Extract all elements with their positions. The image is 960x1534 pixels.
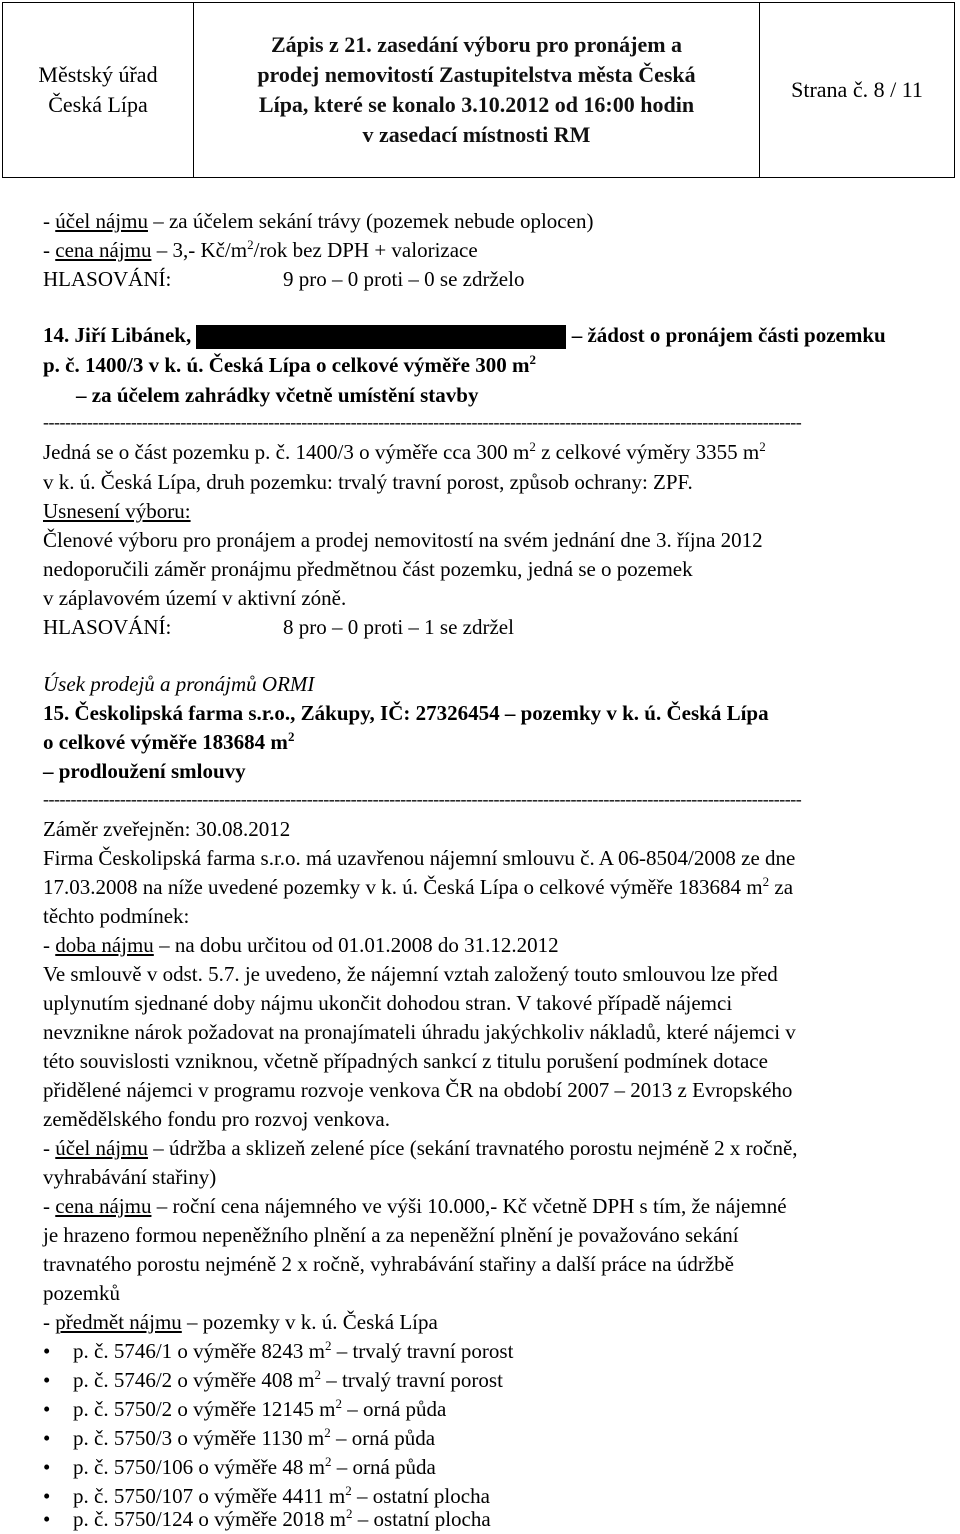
item15-s3: nevznikne nárok požadovat na pronajímateli úhradu jakýchkoliv nákladů, které nájemci v	[43, 1020, 796, 1044]
item15-s5: přidělené nájemci v programu rozvoje venkova ČR na období 2007 – 2013 z Evropského	[43, 1078, 793, 1102]
cena-label: cena nájmu	[55, 1194, 152, 1218]
ucel-line: - účel nájmu – údržba a sklizeň zelené píce (sekání travnatého porostu nejméně 2 x ročně,	[43, 1136, 798, 1160]
page-header	[2, 2, 955, 178]
item15-s2: uplynutím sjednané doby nájmu ukončit dohodou stran. V takové případě nájemci	[43, 991, 733, 1015]
item14-res2: nedoporučili záměr pronájmu předmětnou část pozemku, jedná se o pozemek	[43, 557, 693, 581]
item15-title3: – prodloužení smlouvy	[43, 759, 246, 783]
redaction-block	[196, 325, 566, 349]
item14-vote-line	[43, 614, 514, 640]
item14-res1: Členové výboru pro pronájem a prodej nemovitostí na svém jednání dne 3. října 2012	[43, 528, 763, 552]
page-number: Strana č. 8 / 11	[791, 77, 923, 102]
item14-title: 14. Jiří Libánek, – žádost o pronájem části pozemku	[43, 322, 886, 349]
item14-desc1: Jedná se o část pozemku p. č. 1400/3 o výměře cca 300 $m^2$ z celkové výměry 3355 $m^2$	[43, 439, 766, 464]
predmet-label: předmět nájmu	[55, 1310, 182, 1334]
prev-vote-line	[43, 266, 525, 292]
cena-line4: pozemků	[43, 1281, 120, 1305]
page-number-cell	[760, 3, 954, 177]
cena-label: cena nájmu	[55, 238, 152, 262]
title-line4: v zasedací místnosti RM	[362, 122, 591, 147]
vote-label: HLASOVÁNÍ:	[43, 267, 172, 291]
parcel-item: • p. č. 5750/3 o výměře 1130 $m^2$ – orná půda	[43, 1425, 436, 1450]
item15-s4: této souvislosti vzniknou, včetně případných sankcí z titulu porušení podmínek dotace	[43, 1049, 768, 1073]
ucel-label: účel nájmu	[55, 1136, 148, 1160]
parcel-item: • p. č. 5750/107 o výměře 4411 $m^2$ – ostatní plocha	[43, 1483, 490, 1508]
published-date: Záměr zveřejněn: 30.08.2012	[43, 817, 291, 841]
vote-label: HLASOVÁNÍ:	[43, 615, 172, 639]
doba-line: - doba nájmu – na dobu určitou od 01.01.2008 do 31.12.2012	[43, 933, 559, 957]
item15-p1: Firma Českolipská farma s.r.o. má uzavřenou nájemní smlouvu č. A 06-8504/2008 ze dne	[43, 846, 796, 870]
predmet-line: - předmět nájmu – pozemky v k. ú. Česká Lípa	[43, 1310, 438, 1334]
parcel-item: • p. č. 5746/2 o výměře 408 $m^2$ – trvalý travní porost	[43, 1367, 503, 1392]
title-cell	[194, 3, 760, 177]
bullet-icon: •	[43, 1339, 51, 1363]
item15-s1: Ve smlouvě v odst. 5.7. je uvedeno, že nájemní vztah založený touto smlouvou lze před	[43, 962, 778, 986]
parcel-item: • p. č. 5750/106 o výměře 48 $m^2$ – orná půda	[43, 1454, 436, 1479]
separator-line: ------------------------------------------------------------------------------------------------------------------------------------------	[43, 412, 802, 432]
bullet-icon: •	[43, 1455, 51, 1479]
separator-line: ------------------------------------------------------------------------------------------------------------------------------------------	[43, 789, 802, 809]
office-line2: Česká Lípa	[48, 92, 148, 117]
item14-desc2: v k. ú. Česká Lípa, druh pozemku: trvalý travní porost, způsob ochrany: ZPF.	[43, 470, 693, 494]
bullet-icon: •	[43, 1397, 51, 1421]
item14-title3: – za účelem zahrádky včetně umístění stavby	[76, 383, 479, 407]
item15-s6: zemědělského fondu pro rozvoj venkova.	[43, 1107, 390, 1131]
bullet-icon: •	[43, 1426, 51, 1450]
resolution-label: Usnesení výboru:	[43, 499, 191, 523]
cena-line2: je hrazeno formou nepeněžního plnění a za nepeněžní plnění je považováno sekání	[43, 1223, 739, 1247]
office-cell	[3, 3, 194, 177]
bullet-icon: •	[43, 1368, 51, 1392]
vote-value: 8 pro – 0 proti – 1 se zdržel	[283, 615, 514, 639]
title-line3: Lípa, které se konalo 3.10.2012 od 16:00 hodin	[258, 92, 695, 117]
prev-ucel-line: - účel nájmu – za účelem sekání trávy (pozemek nebude oplocen)	[43, 209, 594, 233]
parcel-item: • p. č. 5750/2 o výměře 12145 $m^2$ – orná půda	[43, 1396, 447, 1421]
item14-title2: p. č. 1400/3 v k. ú. Česká Lípa o celkové výměře 300 $m^2$	[43, 352, 536, 377]
cena-line3: travnatého porostu nejméně 2 x ročně, vyhrabávání stařiny a další práce na údržbě	[43, 1252, 734, 1276]
ucel-line2: vyhrabávání stařiny)	[43, 1165, 217, 1189]
title-line2: prodej nemovitostí Zastupitelstva města Česká	[257, 62, 696, 87]
item14-res3: v záplavovém území v aktivní zóně.	[43, 586, 347, 610]
parcel-item: • p. č. 5750/124 o výměře 2018 $m^2$ – ostatní plocha	[43, 1506, 491, 1531]
bullet-icon: •	[43, 1484, 51, 1508]
item15-title1: 15. Českolipská farma s.r.o., Zákupy, IČ: 27326454 – pozemky v k. ú. Česká Lípa	[43, 701, 769, 725]
ucel-label: účel nájmu	[55, 209, 148, 233]
bullet-icon: •	[43, 1507, 51, 1531]
item15-title2: o celkové výměře 183684 $m^2$	[43, 729, 295, 754]
parcel-item: • p. č. 5746/1 o výměře 8243 $m^2$ – trvalý travní porost	[43, 1338, 514, 1363]
cena-line: - cena nájmu – roční cena nájemného ve výši 10.000,- Kč včetně DPH s tím, že nájemné	[43, 1194, 787, 1218]
section-label: Úsek prodejů a pronájmů ORMI	[43, 672, 315, 696]
doba-label: doba nájmu	[55, 933, 154, 957]
item15-p3: těchto podmínek:	[43, 904, 190, 928]
item15-p2: 17.03.2008 na níže uvedené pozemky v k. ú. Česká Lípa o celkové výměře 183684 $m^2$ za	[43, 874, 794, 899]
prev-cena-line: - cena nájmu – 3,- $Kč/m^2$/rok bez DPH + valorizace	[43, 237, 478, 262]
vote-value: 9 pro – 0 proti – 0 se zdrželo	[283, 267, 525, 291]
title-line1: Zápis z 21. zasedání výboru pro pronájem a	[270, 32, 683, 57]
office-line1: Městský úřad	[38, 62, 158, 87]
